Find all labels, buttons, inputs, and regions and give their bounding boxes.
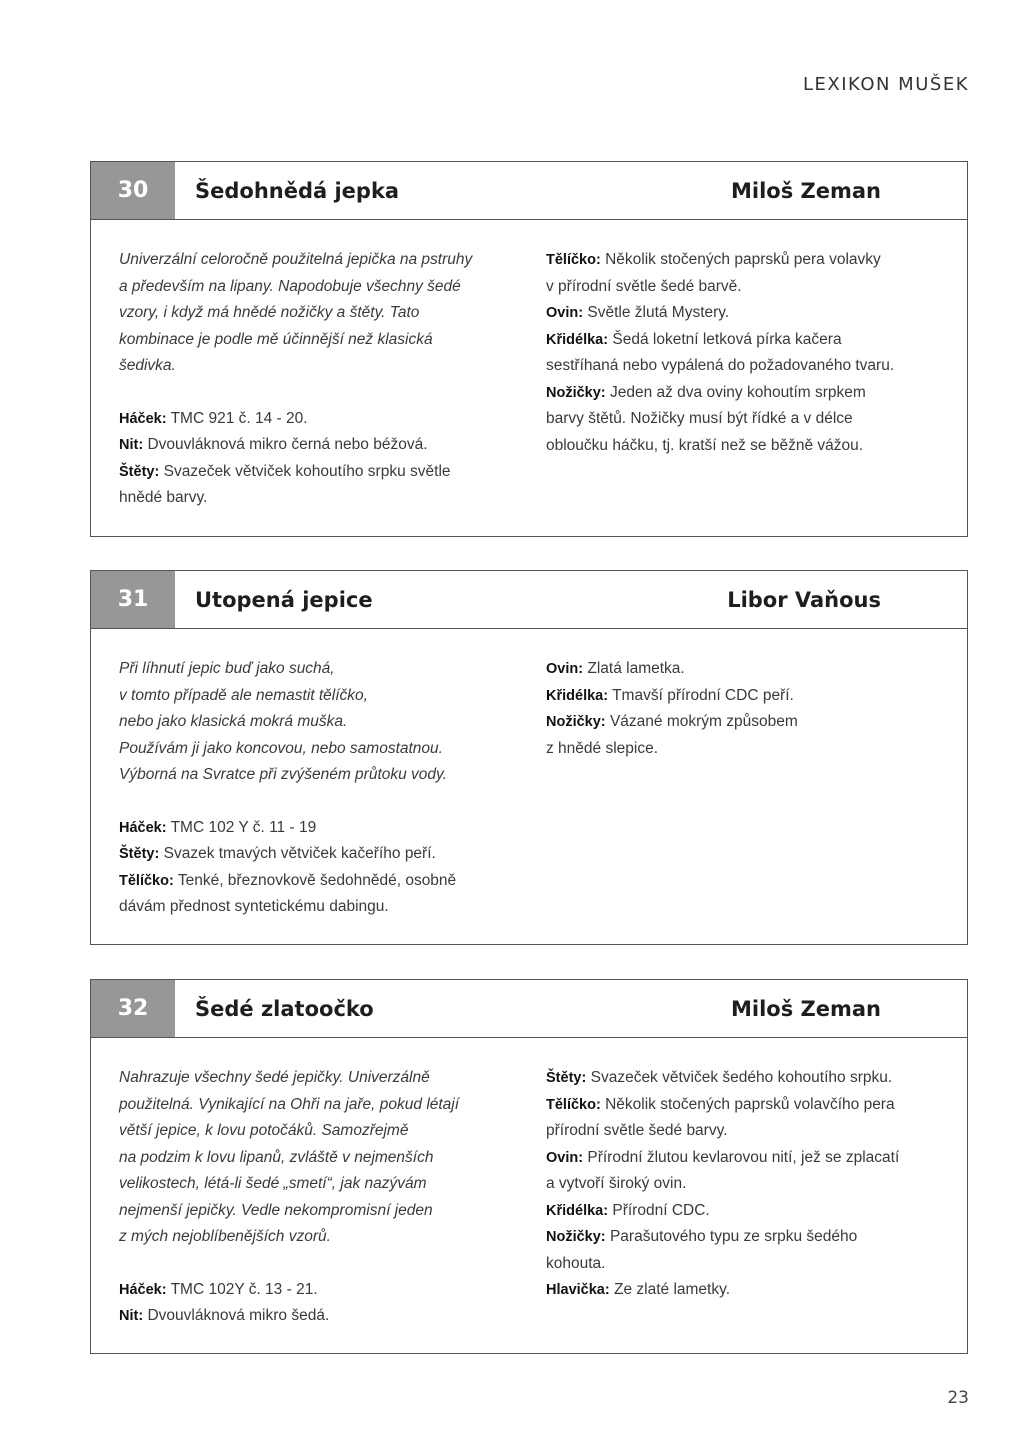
entry-author: Miloš Zeman (730, 996, 881, 1021)
entry-number: 30 (91, 162, 175, 219)
entry-header (91, 980, 967, 1038)
spec-rib: Ovin: Přírodní žlutou kevlarovou nití, jež se zplacatí a vytvoří široký ovin. (546, 1148, 900, 1192)
entry-title: Utopená jepice (195, 587, 373, 612)
spec-hook: Háček: TMC 102 Y č. 11 - 19 (119, 818, 317, 836)
spec-wings: Křidélka: Přírodní CDC. (546, 1201, 710, 1219)
entry-description: Univerzální celoročně použitelná jepička na pstruhy a především na lipany. Napodobuje všechny šedé vzory, i když má hnědé nožičky a štěty. Tato kombinace je podle mě účinnější než klasická šedivka. (119, 251, 473, 374)
entry-number: 32 (91, 980, 175, 1037)
spec-hook: Háček: TMC 921 č. 14 - 20. (119, 409, 308, 427)
spec-body: Tělíčko: Několik stočených paprsků pera volavky v přírodní světle šedé barvě. (546, 251, 881, 295)
entry-author: Miloš Zeman (730, 178, 881, 203)
entry-header (91, 162, 967, 220)
entry-title: Šedé zlatoočko (195, 996, 374, 1021)
entry-card-31 (90, 570, 968, 945)
spec-wings: Křidélka: Šedá loketní letková pírka kačera sestříhaná nebo vypálená do požadovaného tvaru. (546, 330, 895, 374)
entry-right-column (546, 1065, 946, 1304)
entry-right-column (546, 656, 946, 762)
spec-tail: Štěty: Svazeček větviček šedého kohoutího srpku. (546, 1069, 893, 1086)
spec-thread: Nit: Dvouvláknová mikro černá nebo béžová. (119, 436, 428, 453)
entry-title: Šedohnědá jepka (195, 178, 400, 203)
spec-thread: Nit: Dvouvláknová mikro šedá. (119, 1307, 330, 1324)
spec-legs: Nožičky: Jeden až dva oviny kohoutím srpkem barvy štětů. Nožičky musí být řídké a v délce obloučku háčku, tj. kratší než se běžně vážou. (546, 383, 866, 454)
running-head: LEXIKON MUŠEK (802, 74, 969, 95)
spec-tail: Štěty: Svazeček větviček kohoutího srpku světle hnědé barvy. (119, 462, 451, 506)
spec-hook: Háček: TMC 102Y č. 13 - 21. (119, 1280, 318, 1298)
spec-rib: Ovin: Zlatá lametka. (546, 660, 685, 677)
entry-right-column (546, 247, 946, 459)
entry-description: Nahrazuje všechny šedé jepičky. Univerzálně použitelná. Vynikající na Ohři na jaře, pokud létají větší jepice, k lovu potočáků. Samozřejmě na podzim k lovu lipanů, zvláště v nejmenších velikostech, létá-li šedé „smetí“, jak nazývám nejmenší jepičky. Vedle nekompromisní jeden z mých nejoblíbenějších vzorů. (119, 1069, 460, 1245)
entry-left-column (119, 247, 519, 512)
entry-card-32 (90, 979, 968, 1354)
spec-tail: Štěty: Svazek tmavých větviček kačeřího peří. (119, 845, 436, 862)
spec-body: Tělíčko: Tenké, březnovkově šedohnědé, osobně dávám přednost syntetickému dabingu. (119, 871, 457, 915)
entry-author: Libor Vaňous (727, 587, 881, 612)
entry-card-30 (90, 161, 968, 537)
spec-wings: Křidélka: Tmavší přírodní CDC peří. (546, 686, 794, 704)
spec-body: Tělíčko: Několik stočených paprsků volavčího pera přírodní světle šedé barvy. (546, 1095, 895, 1139)
page-number: 23 (947, 1388, 969, 1408)
entry-left-column (119, 656, 519, 921)
spec-head: Hlavička: Ze zlaté lametky. (546, 1281, 731, 1298)
entry-description: Při líhnutí jepic buď jako suchá, v tomto případě ale nemastit tělíčko, nebo jako klasická mokrá muška. Používám ji jako koncovou, nebo samostatnou. Výborná na Svratce při zvýšeném průtoku vody. (119, 660, 447, 783)
entry-left-column (119, 1065, 519, 1330)
spec-legs: Nožičky: Vázané mokrým způsobem z hnědé slepice. (546, 713, 798, 757)
spec-legs: Nožičky: Parašutového typu ze srpku šedého kohouta. (546, 1228, 858, 1272)
spec-rib: Ovin: Světle žlutá Mystery. (546, 304, 730, 321)
entry-number: 31 (91, 571, 175, 628)
entry-header (91, 571, 967, 629)
